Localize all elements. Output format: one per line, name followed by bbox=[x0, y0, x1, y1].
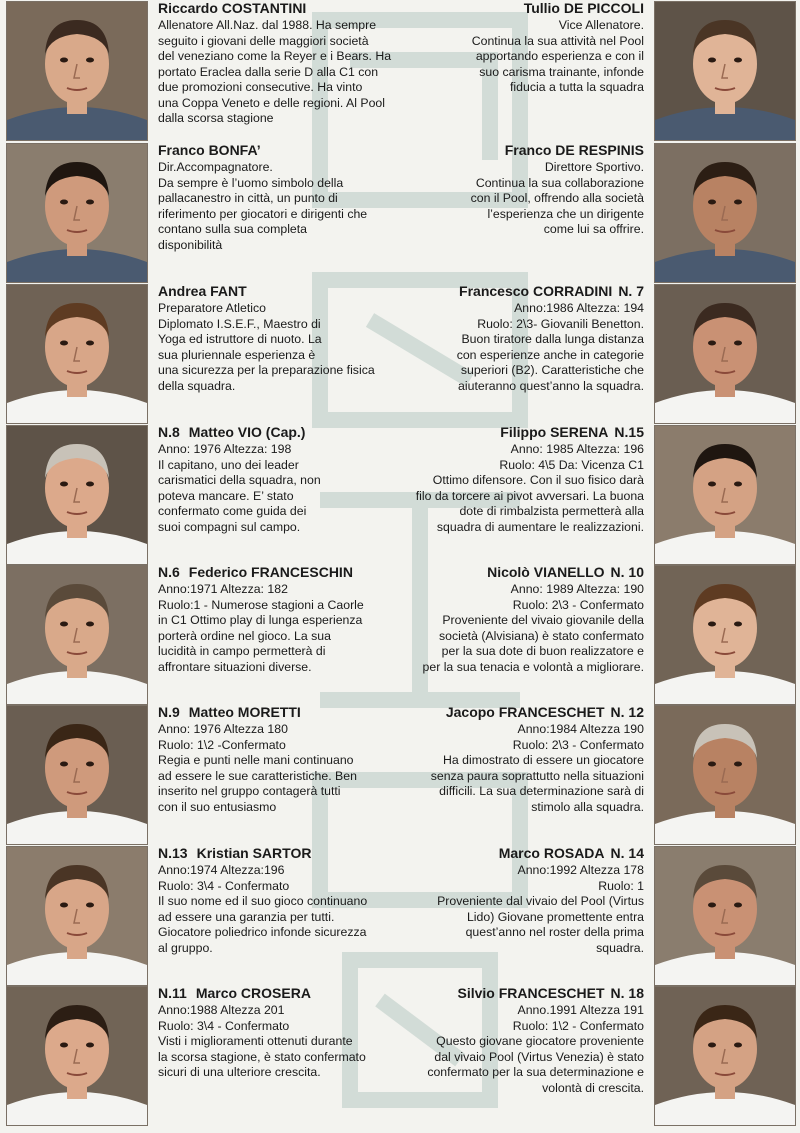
bio-line: seguito i giovani delle maggiori società bbox=[158, 33, 369, 48]
left-portrait-photo bbox=[6, 143, 148, 283]
jersey-number: N. 18 bbox=[610, 985, 644, 1001]
bio-line: squadra di aumentare le realizzazioni. bbox=[436, 519, 644, 534]
bio-line: ad essere una garanzia per tutti. bbox=[158, 909, 335, 924]
bio-line: in C1 Ottimo play di lunga esperienza bbox=[158, 613, 363, 627]
roster-row bbox=[0, 704, 800, 845]
name-text: Tullio DE PICCOLI bbox=[523, 0, 644, 16]
bio-line: Da sempre è l’uomo simbolo della bbox=[158, 175, 344, 190]
jersey-number: N.9 bbox=[158, 704, 180, 720]
left-bio bbox=[158, 845, 408, 956]
bio-line: Buon tiratore dalla lunga distanza bbox=[461, 332, 644, 346]
bio-line: due promozioni consecutive. Ha vinto bbox=[158, 80, 363, 94]
name-text: Nicolò VIANELLO bbox=[487, 564, 605, 580]
person-name bbox=[158, 564, 408, 581]
person-name bbox=[158, 283, 408, 300]
left-bio bbox=[158, 142, 408, 253]
roster-row bbox=[0, 424, 800, 565]
bio-line: Direttore Sportivo. bbox=[544, 160, 644, 174]
bio-line: Proveniente dal vivaio del Pool (Virtus bbox=[437, 894, 644, 908]
person-name bbox=[158, 0, 408, 17]
left-portrait-photo bbox=[6, 425, 148, 565]
right-bio bbox=[394, 845, 644, 956]
person-name bbox=[394, 0, 644, 17]
person-name bbox=[394, 845, 644, 862]
bio-line: superiori (B2). Caratteristiche che bbox=[460, 363, 644, 377]
bio-line: portato Eraclea dalla serie D alla C1 con bbox=[158, 64, 379, 79]
bio-line: Diplomato I.S.E.F., Maestro di bbox=[158, 316, 321, 331]
bio-line: Anno: 1976 Altezza 180 bbox=[158, 722, 288, 736]
bio-line: porterà ordine nel gioco. La sua bbox=[158, 628, 331, 643]
bio-line: poteva mancare. E’ stato bbox=[158, 488, 294, 503]
bio-line: suo carisma trainante, infonde bbox=[479, 64, 644, 79]
jersey-number: N. 12 bbox=[610, 704, 644, 720]
jersey-number: N.13 bbox=[158, 845, 188, 861]
left-portrait-photo bbox=[6, 705, 148, 845]
bio-line: Ruolo: 1\2 -Confermato bbox=[158, 737, 286, 752]
bio-line: della squadra. bbox=[158, 378, 236, 393]
jersey-number: N. 7 bbox=[618, 283, 644, 299]
bio-line: aiuteranno quest’anno la squadra. bbox=[458, 378, 644, 393]
jersey-number: N. 14 bbox=[610, 845, 644, 861]
bio-line: società (Alvisiana) è stato confermato bbox=[438, 628, 644, 643]
bio-line: inserito nel gruppo contagerà tutti bbox=[158, 784, 341, 798]
right-bio bbox=[394, 424, 644, 535]
right-bio bbox=[394, 985, 644, 1096]
bio-line: Visti i miglioramenti ottenuti durante bbox=[158, 1034, 353, 1048]
bio-line: Ottimo difensore. Con il suo fisico darà bbox=[432, 473, 644, 487]
name-text: Jacopo FRANCESCHET bbox=[445, 704, 605, 720]
person-name bbox=[158, 985, 408, 1002]
bio-line: del veneziano come la Reyer e i Bears. Ha bbox=[158, 49, 392, 63]
bio-line: quest’anno nel roster della prima bbox=[465, 925, 644, 939]
jersey-number: N.6 bbox=[158, 564, 180, 580]
left-portrait-photo bbox=[6, 986, 148, 1126]
person-name bbox=[394, 142, 644, 159]
name-text: Matteo VIO (Cap.) bbox=[188, 424, 306, 440]
left-bio bbox=[158, 0, 408, 127]
bio-line: carismatici della squadra, non bbox=[158, 473, 321, 487]
bio-line: contano sulla sua completa bbox=[158, 222, 308, 236]
bio-line: Ruolo: 1\2 - Confermato bbox=[512, 1018, 644, 1033]
bio-line: confermato per la sua determinazione e bbox=[427, 1065, 644, 1079]
right-portrait-photo bbox=[654, 565, 796, 705]
bio-line: Anno: 1985 Altezza: 196 bbox=[510, 442, 644, 456]
right-portrait-photo bbox=[654, 284, 796, 424]
bio-line: una Coppa Veneto e delle regioni. Al Pool bbox=[158, 95, 385, 110]
bio-line: come lui sa offrire. bbox=[543, 222, 644, 236]
right-bio bbox=[394, 0, 644, 96]
bio-line: disponibilità bbox=[158, 237, 223, 252]
left-portrait-photo bbox=[6, 1, 148, 141]
bio-line: Vice Allenatore. bbox=[558, 18, 644, 32]
bio-line: dote di rimbalzista permetterà alla bbox=[459, 504, 644, 518]
bio-line: lucidità in campo permetterà di bbox=[158, 644, 326, 658]
right-portrait-photo bbox=[654, 1, 796, 141]
bio-line: Anno:1971 Altezza: 182 bbox=[158, 582, 288, 596]
name-text: Riccardo COSTANTINI bbox=[158, 0, 307, 16]
name-text: Kristian SARTOR bbox=[196, 845, 312, 861]
bio-line: Anno:1988 Altezza 201 bbox=[158, 1003, 285, 1017]
right-portrait-photo bbox=[654, 425, 796, 565]
person-name bbox=[394, 424, 644, 441]
roster-row bbox=[0, 0, 800, 141]
person-name bbox=[158, 142, 408, 159]
bio-line: Dir.Accompagnatore. bbox=[158, 160, 273, 174]
left-portrait-photo bbox=[6, 565, 148, 705]
bio-line: Ruolo: 3\4 - Confermato bbox=[158, 1018, 290, 1033]
bio-line: con il Pool, offrendo alla società bbox=[470, 191, 644, 205]
bio-line: Allenatore All.Naz. dal 1988. Ha sempre bbox=[158, 18, 377, 32]
bio-line: apportando esperienza e con il bbox=[475, 49, 644, 63]
bio-line: con esperienze anche in categorie bbox=[456, 347, 644, 362]
bio-line: sicuri di una ulteriore crescita. bbox=[158, 1065, 321, 1079]
person-name bbox=[394, 283, 644, 300]
bio-line: Anno:1984 Altezza 190 bbox=[517, 722, 644, 736]
person-name bbox=[394, 985, 644, 1002]
bio-line: Questo giovane giocatore proveniente bbox=[436, 1034, 644, 1048]
bio-line: Ruolo: 4\5 Da: Vicenza C1 bbox=[499, 457, 644, 472]
right-portrait-photo bbox=[654, 986, 796, 1126]
bio-line: Ruolo:1 - Numerose stagioni a Caorle bbox=[158, 597, 364, 612]
bio-line: al gruppo. bbox=[158, 940, 213, 955]
bio-line: l’esperienza che un dirigente bbox=[487, 206, 644, 221]
bio-line: Il capitano, uno dei leader bbox=[158, 457, 299, 472]
right-portrait-photo bbox=[654, 705, 796, 845]
right-bio bbox=[394, 564, 644, 675]
bio-line: Ruolo: 1 bbox=[598, 878, 644, 893]
bio-line: Anno:1992 Altezza 178 bbox=[517, 863, 644, 877]
bio-line: per la sua tenacia e volontà a migliorare. bbox=[422, 659, 644, 674]
left-bio bbox=[158, 704, 408, 815]
name-text: Andrea FANT bbox=[158, 283, 247, 299]
bio-line: Preparatore Atletico bbox=[158, 301, 266, 315]
bio-line: fiducia a tutta la squadra bbox=[510, 80, 644, 94]
right-portrait-photo bbox=[654, 143, 796, 283]
name-text: Matteo MORETTI bbox=[188, 704, 301, 720]
bio-line: una sicurezza per la preparazione fisica bbox=[158, 363, 375, 377]
left-bio bbox=[158, 564, 408, 675]
person-name bbox=[158, 845, 408, 862]
roster-row bbox=[0, 985, 800, 1126]
left-portrait-photo bbox=[6, 284, 148, 424]
bio-line: Lido) Giovane promettente entra bbox=[466, 909, 644, 924]
bio-line: per la sua dote di buon realizzatore e bbox=[441, 644, 644, 658]
bio-line: Ruolo: 2\3 - Confermato bbox=[512, 737, 644, 752]
bio-line: difficili. La sua determinazione sarà di bbox=[439, 784, 644, 798]
left-bio bbox=[158, 424, 408, 535]
roster-row bbox=[0, 142, 800, 283]
bio-line: Proveniente del vivaio giovanile della bbox=[442, 613, 644, 627]
bio-line: Giocatore poliedrico infonde sicurezza bbox=[158, 925, 367, 939]
right-bio bbox=[394, 142, 644, 238]
name-text: Filippo SERENA bbox=[500, 424, 609, 440]
jersey-number: N.11 bbox=[158, 985, 187, 1001]
name-text: Franco BONFA’ bbox=[158, 142, 261, 158]
jersey-number: N. 10 bbox=[610, 564, 644, 580]
bio-line: Ruolo: 2\3 - Confermato bbox=[512, 597, 644, 612]
bio-line: ad essere le sue caratteristiche. Ben bbox=[158, 768, 357, 783]
right-bio bbox=[394, 283, 644, 394]
bio-line: filo da torcere ai pivot avversari. La buona bbox=[415, 488, 644, 503]
bio-line: dal vivaio Pool (Virtus Venezia) è stato bbox=[434, 1049, 644, 1064]
bio-line: suoi compagni sul campo. bbox=[158, 519, 301, 534]
bio-line: con il suo entusiasmo bbox=[158, 799, 277, 814]
bio-line: volontà di crescita. bbox=[542, 1080, 644, 1095]
bio-line: Il suo nome ed il suo gioco continuano bbox=[158, 894, 368, 908]
name-text: Silvio FRANCESCHET bbox=[457, 985, 605, 1001]
right-portrait-photo bbox=[654, 846, 796, 986]
name-text: Franco DE RESPINIS bbox=[504, 142, 644, 158]
bio-line: affrontare situazioni diverse. bbox=[158, 659, 312, 674]
bio-line: Ruolo: 2\3- Giovanili Benetton. bbox=[477, 316, 644, 331]
bio-line: la scorsa stagione, è stato confermato bbox=[158, 1049, 366, 1064]
roster-row bbox=[0, 845, 800, 986]
right-bio bbox=[394, 704, 644, 815]
person-name bbox=[158, 424, 408, 441]
jersey-number: N.15 bbox=[614, 424, 644, 440]
bio-line: riferimento per giocatori e dirigenti che bbox=[158, 206, 368, 221]
bio-line: Continua la sua attività nel Pool bbox=[471, 33, 644, 48]
roster-row bbox=[0, 283, 800, 424]
bio-line: Regia e punti nelle mani continuano bbox=[158, 753, 354, 767]
left-bio bbox=[158, 283, 408, 394]
bio-line: sua pluriennale esperienza è bbox=[158, 347, 316, 362]
bio-line: Ruolo: 3\4 - Confermato bbox=[158, 878, 290, 893]
person-name bbox=[158, 704, 408, 721]
bio-line: Continua la sua collaborazione bbox=[475, 175, 644, 190]
bio-line: dalla scorsa stagione bbox=[158, 111, 274, 125]
bio-line: confermato come guida dei bbox=[158, 504, 307, 518]
bio-line: stimolo alla squadra. bbox=[531, 799, 644, 814]
person-name bbox=[394, 704, 644, 721]
jersey-number: N.8 bbox=[158, 424, 180, 440]
name-text: Marco ROSADA bbox=[498, 845, 605, 861]
bio-line: squadra. bbox=[596, 940, 644, 955]
bio-line: Ha dimostrato di essere un giocatore bbox=[443, 753, 644, 767]
roster-row bbox=[0, 564, 800, 705]
left-portrait-photo bbox=[6, 846, 148, 986]
bio-line: Yoga ed istruttore di nuoto. La bbox=[158, 332, 322, 346]
left-bio bbox=[158, 985, 408, 1081]
name-text: Federico FRANCESCHIN bbox=[188, 564, 353, 580]
bio-line: Anno: 1989 Altezza: 190 bbox=[510, 582, 644, 596]
bio-line: pallacanestro in città, un punto di bbox=[158, 191, 338, 205]
bio-line: Anno:1974 Altezza:196 bbox=[158, 863, 285, 877]
bio-line: Anno: 1976 Altezza: 198 bbox=[158, 442, 292, 456]
person-name bbox=[394, 564, 644, 581]
name-text: Marco CROSERA bbox=[195, 985, 311, 1001]
bio-line: Anno.1991 Altezza 191 bbox=[517, 1003, 644, 1017]
bio-line: senza paura soprattutto nella situazioni bbox=[430, 768, 644, 783]
bio-line: Anno:1986 Altezza: 194 bbox=[514, 301, 644, 315]
name-text: Francesco CORRADINI bbox=[459, 283, 613, 299]
